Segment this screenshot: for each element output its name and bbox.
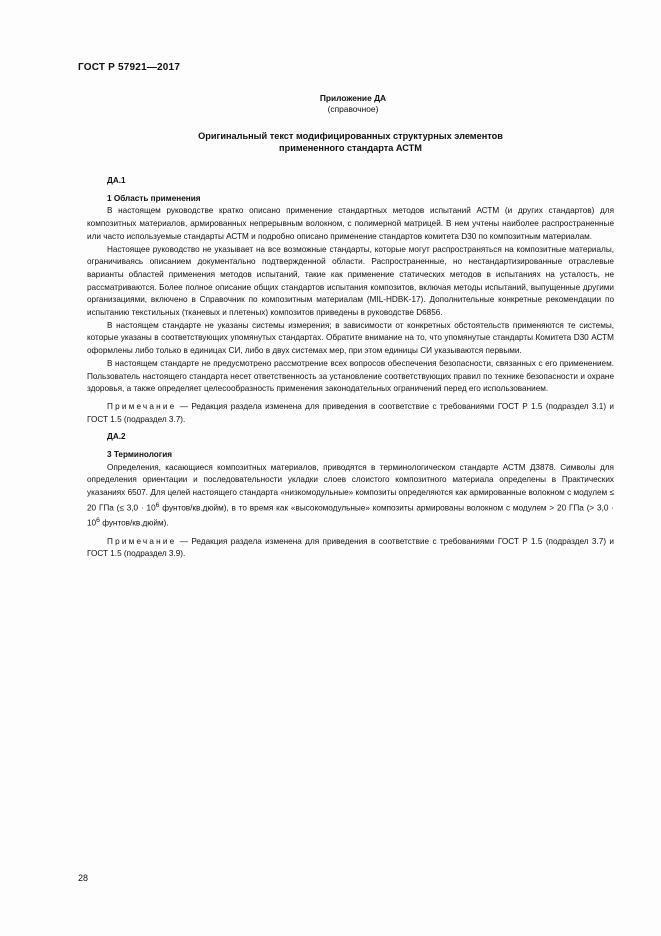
note-da1 (87, 401, 614, 426)
note-text: — Редакция раздела изменена для приведения в соответствие с требованиями ГОСТ Р 1.5 (подраздел 3.1) и ГОСТ 1.5 (подраздел 3.7). (87, 401, 614, 424)
document-title (0, 130, 661, 154)
annex-title: Приложение ДА (319, 93, 387, 103)
note-text: — Редакция раздела изменена для приведения в соответствие с требованиями ГОСТ Р 1.5 (подраздел 3.7) и ГОСТ 1.5 (подраздел 3.9). (87, 536, 614, 559)
paragraph-part: Определения, касающиеся композитных материалов, приводятся в терминологическом стандарте АСТМ Д3878. Символы для определения ориентации и последовательности укладки слоев слоистого композитного материала определены в Практических указаниях 6507. Для целей настоящего стандарта «низкомодульные» композиты определяются как армированные волокном с модулем ≤ 20 ГПа (≤ 3,0 · 10 (87, 462, 614, 513)
document-title-line-1: Оригинальный текст модифицированных структурных элементов (198, 131, 503, 141)
document-body (87, 175, 614, 561)
paragraph: Настоящее руководство не указывает на все возможные стандарты, которые могут распространяться на композитные материалы, ограничиваясь описанием документально подтвержденной области. Распространенные, но нестандартизированные отраслевые варианты областей применения методов испытаний, такие как применение статических методов в испытаниях на усталость, не рассматриваются. Более полное описание общих стандартов испытания композитов, включая методы испытаний, выпущенные другими организациями, включено в Справочник по композитным материалам (MIL-HDBK-17). Дополнительные конкретные рекомендации по испытанию текстильных (тканевых и плетеных) композитов приведены в руководстве D6856. (87, 244, 614, 318)
paragraph (87, 462, 614, 531)
paragraph: В настоящем стандарте не предусмотрено рассмотрение всех вопросов обеспечения безопасности, связанных с его применением. Пользователь настоящего стандарта несет ответственность за установление соответствующих правил по технике безопасности и охране здоровья, а также определяет целесообразность применения законодательных ограничений перед его использованием. (87, 358, 614, 394)
section-label-da1: ДА.1 (107, 176, 126, 185)
paragraph-part: фунтов/кв.дюйм), в то время как «высокомодульные» композиты армированы волокном с модулем > 20 ГПа (> 3,0 · 10 (87, 503, 614, 529)
note-label: Примечание (107, 401, 177, 411)
exponent: 6 (96, 517, 100, 525)
exponent: 6 (155, 501, 160, 509)
standard-id: ГОСТ Р 57921—2017 (78, 62, 181, 73)
section-heading-terminology: 3 Терминология (107, 450, 173, 460)
paragraph-part: фунтов/кв.дюйм). (99, 519, 169, 529)
page-number: 28 (78, 873, 89, 883)
section-heading-scope: 1 Область применения (107, 193, 201, 203)
annex-heading (0, 93, 661, 115)
paragraph: В настоящем стандарте не указаны системы измерения; в зависимости от конкретных обстоятельств применяются те системы, которые указаны в соответствующих упомянутых стандартах. Обратите внимание на то, что упомянутые стандарты Комитета D30 АСТМ оформлены либо только в единицах СИ, либо в двух системах мер, при этом единицы СИ указываются первыми. (87, 320, 614, 356)
note-label: Примечание (107, 536, 177, 546)
document-title-line-2: примененного стандарта АСТМ (279, 143, 422, 153)
annex-subtitle: (справочное) (327, 104, 379, 114)
section-label-da2: ДА.2 (107, 432, 126, 442)
paragraph: В настоящем руководстве кратко описано применение стандартных методов испытаний АСТМ (и других стандартов) для композитных материалов, армированных непрерывным волокном, с полимерной матрицей. В нем учтены наиболее распространенные или часто используемые стандарты АСТМ и подробно описано применение стандартов комитета D30 по композитным материалам. (87, 206, 614, 241)
note-da2 (87, 536, 614, 561)
